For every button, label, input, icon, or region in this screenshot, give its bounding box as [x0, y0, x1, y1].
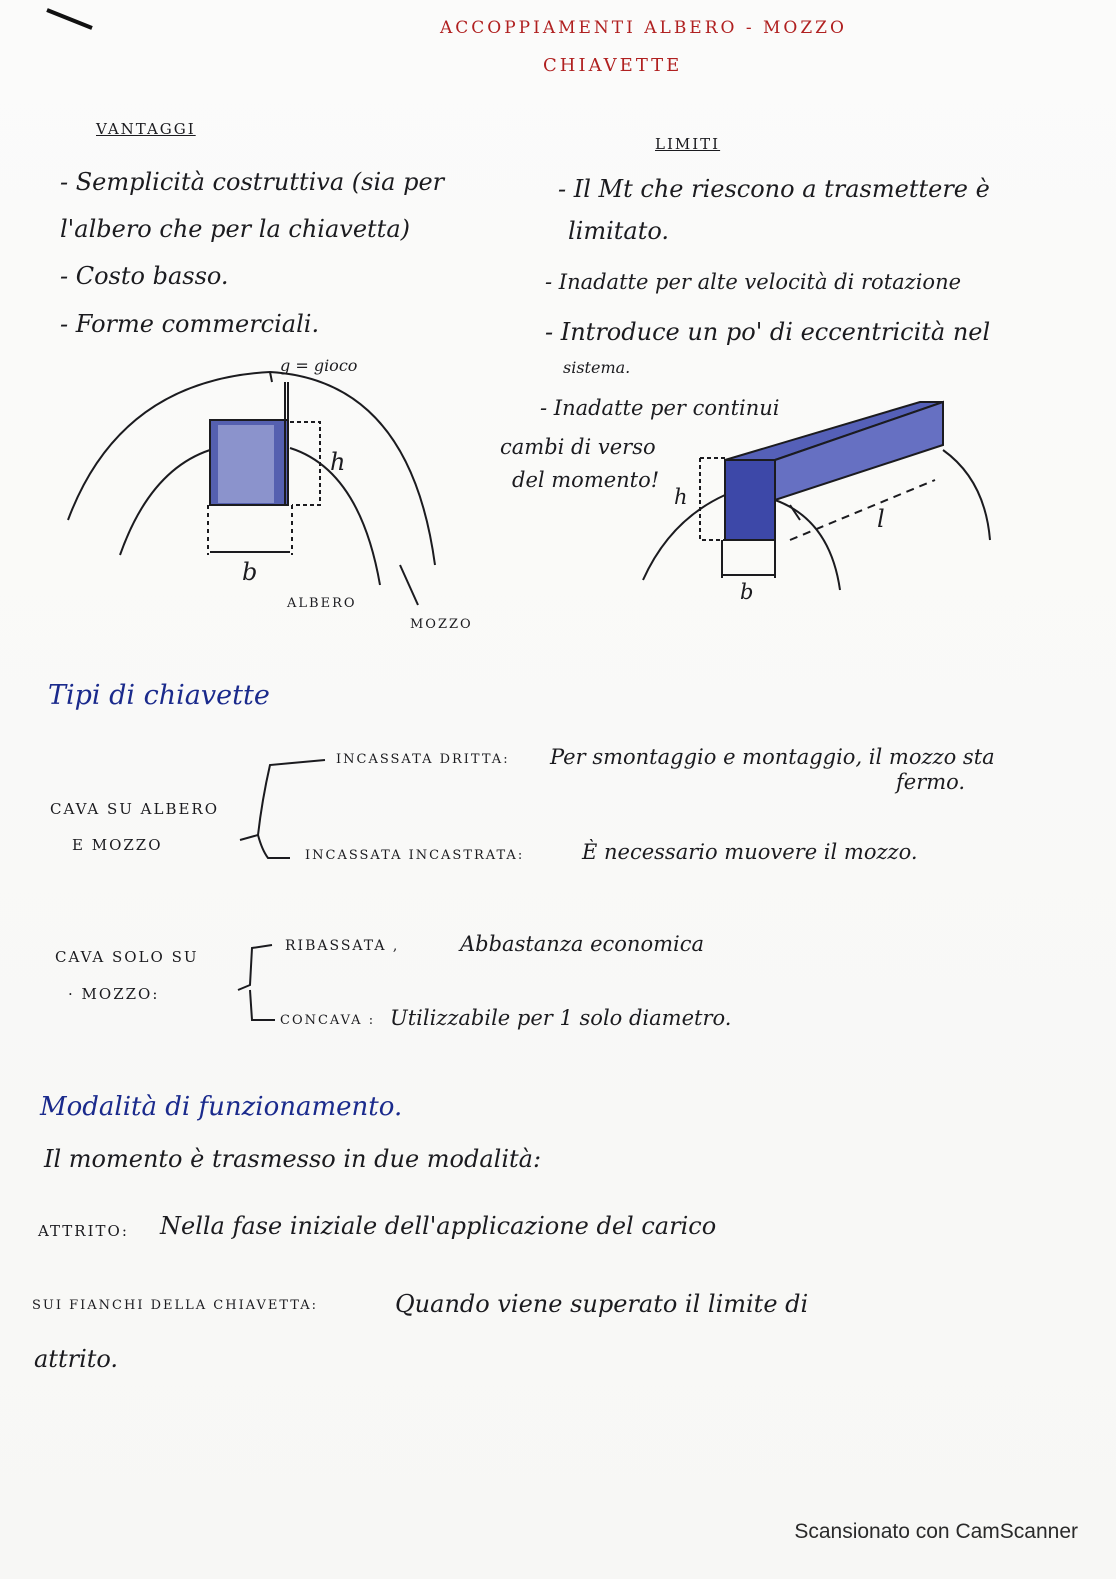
limiti-item-4b: cambi di verso — [500, 435, 656, 459]
modalita-heading: Modalità di funzionamento. — [40, 1092, 403, 1122]
gap-leader — [270, 372, 272, 382]
fianchi-name: SUI FIANCHI DELLA CHIAVETTA: — [32, 1298, 318, 1313]
modalita-intro: Il momento è trasmesso in due modalità: — [44, 1145, 542, 1173]
left-b-label: b — [242, 558, 258, 586]
tipi-heading: Tipi di chiavette — [48, 680, 270, 711]
incassata-dritta-text: Per smontaggio e montaggio, il mozzo sta — [550, 745, 995, 769]
hub-label: MOZZO — [410, 617, 473, 632]
key-left-hatch — [218, 425, 274, 503]
limiti-item-1b: limitato. — [568, 217, 670, 245]
bracket-group2-lower — [250, 990, 275, 1020]
hub-leader — [400, 565, 418, 605]
page-title: ACCOPPIAMENTI ALBERO - MOZZO — [440, 18, 847, 38]
page-subtitle: CHIAVETTE — [543, 55, 683, 76]
fianchi-text-2: attrito. — [34, 1345, 119, 1373]
group2-label-2: · MOZZO: — [68, 985, 160, 1003]
group1-label-1: CAVA SU ALBERO — [50, 800, 220, 818]
incassata-dritta-name: INCASSATA DRITTA: — [336, 752, 510, 767]
incassata-dritta-text-2: fermo. — [896, 770, 966, 794]
right-l-label: l — [877, 505, 885, 533]
right-hub-arc — [943, 450, 990, 540]
right-b-label: b — [740, 580, 754, 604]
limiti-item-3: - Introduce un po' di eccentricità nel — [545, 318, 991, 346]
incassata-incastrata-text: È necessario muovere il mozzo. — [582, 840, 918, 864]
limiti-item-4c: del momento! — [512, 468, 660, 492]
vantaggi-heading: VANTAGGI — [96, 120, 196, 138]
corner-pen-stroke — [47, 10, 92, 28]
right-h-label: h — [674, 485, 688, 509]
group1-label-2: E MOZZO — [72, 836, 163, 854]
limiti-heading: LIMITI — [655, 135, 721, 153]
attrito-text: Nella fase iniziale dell'applicazione del carico — [160, 1212, 717, 1240]
vantaggi-item-3: - Forme commerciali. — [60, 310, 320, 338]
b-extension — [208, 505, 292, 555]
shaft-label: ALBERO — [287, 596, 357, 611]
concava-text: Utilizzabile per 1 solo diametro. — [390, 1006, 732, 1030]
vantaggi-item-1: - Semplicità costruttiva (sia per — [60, 168, 445, 196]
tipi-brackets — [238, 760, 325, 1020]
right-b-dimension — [722, 540, 775, 578]
incassata-incastrata-name: INCASSATA INCASTRATA: — [305, 848, 525, 863]
bracket-group2-upper — [238, 945, 272, 990]
left-h-label: h — [330, 448, 346, 476]
concava-name: CONCAVA : — [280, 1013, 376, 1028]
right-shaft-arc-right — [775, 500, 840, 590]
attrito-name: ATTRITO: — [38, 1222, 129, 1240]
vantaggi-item-1b: l'albero che per la chiavetta) — [60, 215, 410, 243]
key-side-face — [775, 402, 943, 500]
gap-label: g = gioco — [280, 356, 358, 375]
limiti-item-1: - Il Mt che riescono a trasmettere è — [558, 175, 990, 203]
fianchi-text: Quando viene superato il limite di — [395, 1290, 809, 1318]
limiti-item-4: - Inadatte per continui — [540, 396, 780, 420]
ribassata-text: Abbastanza economica — [460, 932, 705, 956]
vantaggi-item-2: - Costo basso. — [60, 262, 229, 290]
right-diagram — [643, 402, 990, 590]
shaft-arc-left — [120, 450, 210, 555]
bracket-group1-upper — [240, 760, 325, 840]
bracket-group1-lower — [258, 835, 290, 858]
scanner-watermark: Scansionato con CamScanner — [794, 1520, 1078, 1543]
limiti-item-3b: sistema. — [563, 358, 631, 377]
ribassata-name: RIBASSATA , — [285, 938, 400, 954]
limiti-item-2: - Inadatte per alte velocità di rotazione — [545, 270, 962, 294]
key-front-face — [725, 460, 775, 540]
group2-label-1: CAVA SOLO SU — [55, 948, 199, 966]
right-h-dimension — [700, 458, 725, 540]
h-dimension — [290, 422, 320, 505]
